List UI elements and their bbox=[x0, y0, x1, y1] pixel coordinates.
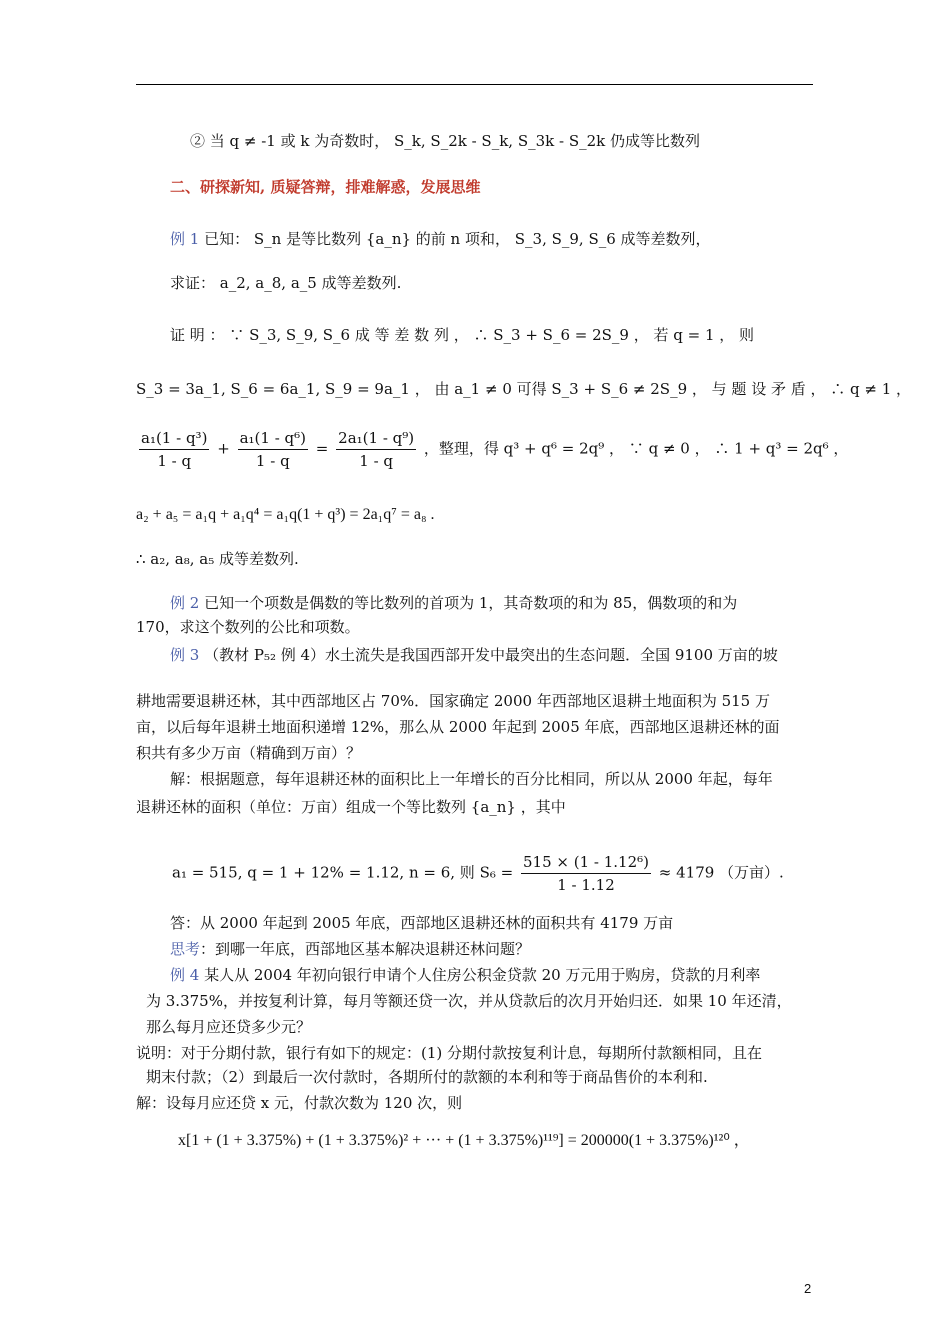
solution-4-line-1: 解：设每月应还贷 x 元，付款次数为 120 次，则 bbox=[136, 1094, 463, 1112]
example-4-label: 例 4 bbox=[170, 966, 200, 984]
proof-line-2: S_3 = 3a_1, S_6 = 6a_1, S_9 = 9a_1 ， 由 a_1 ≠ 0 可得 S_3 + S_6 ≠ 2S_9 ， 与 题 设 矛 盾 ， ∴ q ≠ 1 ， bbox=[136, 380, 912, 398]
proof-line-1: 证 明 ： ∵ S_3, S_9, S_6 成 等 差 数 列 ， ∴ S_3 + S_6 = 2S_9 ， 若 q = 1 ， 则 bbox=[170, 326, 755, 344]
example-2-continuation: 170，求这个数列的公比和项数。 bbox=[136, 618, 360, 636]
solution-3-line-2: 退耕还林的面积（单位：万亩）组成一个等比数列 {a_n} ，其中 bbox=[136, 798, 566, 816]
example-2-statement: 例 2 已知一个项数是偶数的等比数列的首项为 1，其奇数项的和为 85，偶数项的和为 bbox=[170, 594, 738, 612]
answer-3: 答：从 2000 年起到 2005 年底，西部地区退耕还林的面积共有 4179 万亩 bbox=[170, 914, 674, 932]
solution-3-equation: a₁ = 515, q = 1 + 12% = 1.12, n = 6, 则 S₆ = $\frac{\text{515 × (1 - 1.12⁶)}}{1 - 1.12}$ ≈ 4179 （万亩）. bbox=[172, 853, 784, 894]
example-4-statement: 例 4 某人从 2004 年初向银行申请个人住房公积金贷款 20 万元用于购房，贷款的月利率 bbox=[170, 966, 761, 984]
fraction-2: $\frac{\text{a₁(1 - q⁶)}}{1 - q}$ bbox=[239, 429, 307, 470]
condition-line: ② 当 q ≠ -1 或 k 为奇数时， S_k, S_2k - S_k, S_3k - S_2k 仍成等比数列 bbox=[190, 132, 701, 150]
fraction-3: $\frac{\text{2a₁(1 - q⁹)}}{1 - q}$ bbox=[338, 429, 415, 470]
section-heading: 二、研探新知, 质疑答辩，排难解惑，发展思维 bbox=[170, 178, 481, 196]
example-1-statement: 例 1 已知： S_n 是等比数列 {a_n} 的前 n 项和， S_3, S_9, S_6 成等差数列， bbox=[170, 230, 711, 248]
proof-conclusion: ∴ a₂, a₈, a₅ 成等差数列. bbox=[136, 550, 299, 568]
think-line: 思考：到哪一年底，西部地区基本解决退耕还林问题？ bbox=[170, 940, 531, 958]
example-3-statement: 例 3 （教材 P₅₂ 例 4）水土流失是我国西部开发中最突出的生态问题．全国 9100 万亩的坡 bbox=[170, 646, 778, 664]
example-2-label: 例 2 bbox=[170, 594, 200, 612]
note-line-1: 说明：对于分期付款，银行有如下的规定：(1) 分期付款按复利计息，每期所付款额相同，且在 bbox=[136, 1044, 763, 1062]
header-rule bbox=[136, 84, 813, 85]
proof-equation: $\frac{\text{a₁(1 - q³)}}{1 - q}$ + $\frac{\text{a₁(1 - q⁶)}}{1 - q}$ = $\frac{\text{2a₁(1 - q⁹)}}{1 - q}$ ，整理，得 q³ + q⁶ = 2q⁹ ， ∵ q ≠ 0 ， ∴ 1 + q³ = 2q⁶ ， bbox=[141, 429, 849, 470]
solution-4-equation: x[1 + (1 + 3.375%) + (1 + 3.375%)² + ··· + (1 + 3.375%)¹¹⁹] = 200000(1 + 3.375%)¹²⁰ ， bbox=[178, 1132, 750, 1149]
example-4-line-3: 那么每月应还贷多少元？ bbox=[146, 1018, 312, 1036]
example-3-line-3: 亩，以后每年退耕土地面积递增 12%，那么从 2000 年起到 2005 年底，西部地区退耕还林的面 bbox=[136, 718, 780, 736]
example-3-line-4: 积共有多少万亩（精确到万亩）？ bbox=[136, 744, 362, 762]
proof-line-3: a₂ + a₅ = a₁q + a₁q⁴ = a₁q(1 + q³) = 2a₁q⁷ = a₈ . bbox=[136, 506, 435, 523]
example-1-label: 例 1 bbox=[170, 230, 200, 248]
example-3-line-2: 耕地需要退耕还林，其中西部地区占 70%．国家确定 2000 年西部地区退耕土地面积为 515 万 bbox=[136, 692, 770, 710]
sum-fraction: $\frac{\text{515 × (1 - 1.12⁶)}}{1 - 1.12}$ bbox=[522, 853, 649, 894]
fraction-1: $\frac{\text{a₁(1 - q³)}}{1 - q}$ bbox=[141, 429, 208, 470]
proof-goal: 求证： a_2, a_8, a_5 成等差数列. bbox=[170, 274, 402, 292]
think-label: 思考 bbox=[170, 940, 201, 958]
solution-3-line-1: 解：根据题意，每年退耕还林的面积比上一年增长的百分比相同，所以从 2000 年起，每年 bbox=[170, 770, 773, 788]
example-4-line-2: 为 3.375%，并按复利计算，每月等额还贷一次，并从贷款后的次月开始归还．如果 10 年还清， bbox=[146, 992, 792, 1010]
page-number: 2 bbox=[804, 1281, 812, 1296]
example-3-label: 例 3 bbox=[170, 646, 200, 664]
note-line-2: 期末付款；（2）到最后一次付款时，各期所付的款额的本利和等于商品售价的本利和. bbox=[146, 1068, 708, 1086]
